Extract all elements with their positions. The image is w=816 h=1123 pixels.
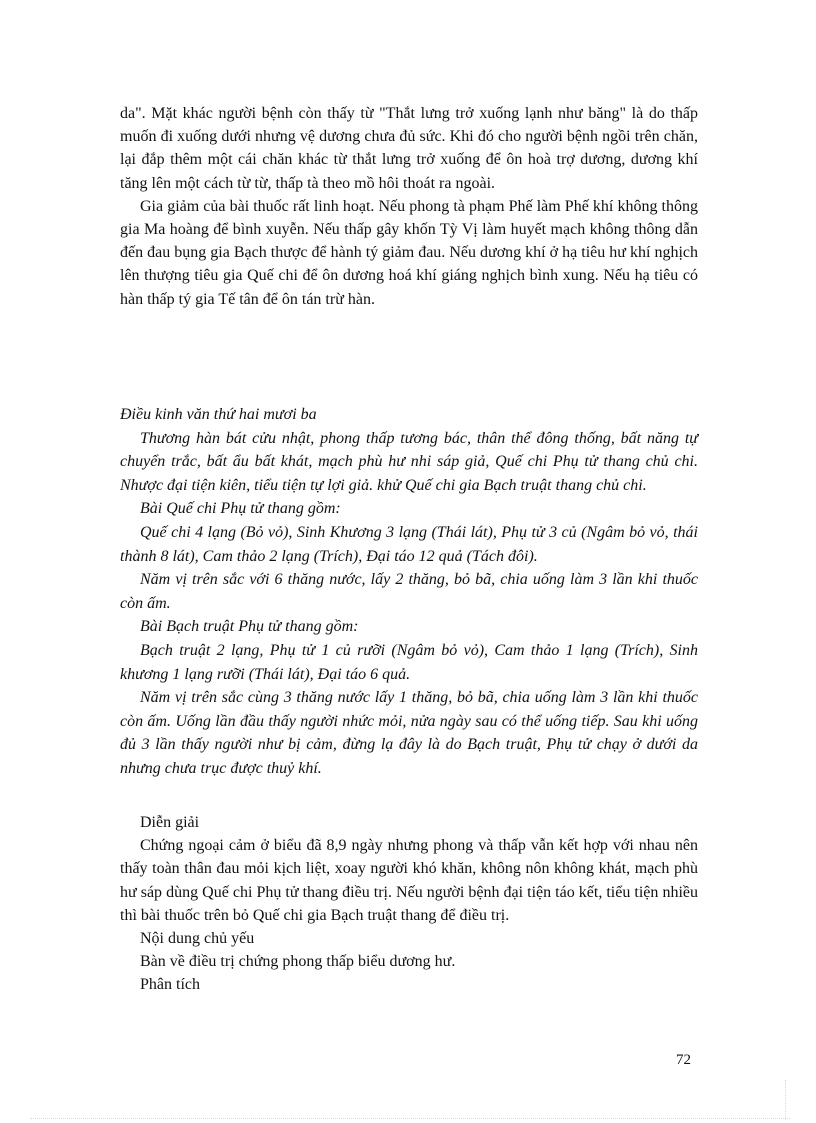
- classic-text-section: [120, 403, 698, 781]
- ingredients-paragraph: Quế chi 4 lạng (Bỏ vỏ), Sinh Khương 3 lạng (Thái lát), Phụ tử 3 củ (Ngâm bỏ vỏ, thái thành 8 lát), Cam thảo 2 lạng (Trích), Đại táo 12 quả (Tách đôi).: [120, 523, 698, 565]
- subheading: Nội dung chủ yếu: [140, 930, 255, 948]
- paragraph: Năm vị trên sắc với 6 thăng nước, lấy 2 thăng, bỏ bã, chia uống làm 3 lần khi thuốc còn ấm.: [120, 571, 698, 612]
- page-number: 72: [676, 1052, 691, 1068]
- page-border-right: [785, 1080, 786, 1120]
- formula-heading: Bài Bạch truật Phụ tử thang gồm:: [140, 618, 359, 636]
- formula-heading: Bài Quế chi Phụ tử thang gồm:: [140, 500, 341, 518]
- subheading: Diễn giải: [140, 814, 200, 831]
- subheading: Phân tích: [140, 976, 200, 994]
- page-border-bottom: [30, 1118, 790, 1119]
- paragraph: Gia giảm của bài thuốc rất linh hoạt. Nếu phong tà phạm Phế làm Phế khí không thông gia Ma hoàng để bình xuyễn. Nếu thấp gây khốn Tỳ Vị làm huyết mạch không thông dẫn đến đau bụng gia Bạch thược để hành tý giảm đau. Nếu dương khí ở hạ tiêu hư khí nghịch lên thượng tiêu gia Quế chi để ôn dương hoá khí giáng nghịch bình xung. Nếu hạ tiêu có hàn thấp tý gia Tế tân để ôn tán trừ hàn.: [120, 197, 698, 308]
- section-title: Điều kinh văn thứ hai mươi ba: [120, 406, 317, 423]
- paragraph: Chứng ngoại cảm ở biểu đã 8,9 ngày nhưng phong và thấp vẫn kết hợp với nhau nên thấy toàn thân đau mỏi kịch liệt, xoay người khó khăn, không nôn không khát, mạch phù hư sáp dùng Quế chi Phụ tử thang điều trị. Nếu người bệnh đại tiện táo kết, tiểu tiện nhiều thì bài thuốc trên bỏ Quế chi gia Bạch truật thang để điều trị.: [120, 837, 698, 924]
- paragraph: da". Mặt khác người bệnh còn thấy từ "Thắt lưng trở xuống lạnh như băng" là do thấp muốn đi xuống dưới nhưng vệ dương chưa đủ sức. Khi đó cho người bệnh ngồi trên chăn, lại đắp thêm một cái chăn khác từ thắt lưng trở xuống để ôn hoà trợ dương, dương khí tăng lên một cách từ từ, thấp tà theo mồ hôi thoát ra ngoài.: [120, 105, 698, 192]
- paragraph: Thương hàn bát cửu nhật, phong thấp tương bác, thân thể đông thống, bất năng tự chuyển trắc, bất ẩu bất khát, mạch phù hư nhi sáp giả, Quế chi Phụ tử thang chủ chi. Nhược đại tiện kiên, tiểu tiện tự lợi giả. khử Quế chi gia Bạch truật thang chủ chi.: [120, 429, 698, 494]
- paragraph: Bàn về điều trị chứng phong thấp biểu dương hư.: [140, 953, 456, 971]
- commentary-block: [120, 811, 698, 997]
- upper-text-block: [120, 102, 698, 311]
- ingredients-paragraph: Bạch truật 2 lạng, Phụ tử 1 củ rưỡi (Ngâm bỏ vỏ), Cam thảo 1 lạng (Trích), Sinh khương 1 lạng rưỡi (Thái lát), Đại táo 6 quả.: [120, 641, 698, 683]
- paragraph: Năm vị trên sắc cùng 3 thăng nước lấy 1 thăng, bỏ bã, chia uống làm 3 lần khi thuốc còn ấm. Uống lần đầu thấy người nhức mỏi, nửa ngày sau có thể uống tiếp. Sau khi uống đủ 3 lần thấy người như bị cảm, đừng lạ đây là do Bạch truật, Phụ tử chạy ở dưới da nhưng chưa trục được thuỷ khí.: [120, 689, 698, 777]
